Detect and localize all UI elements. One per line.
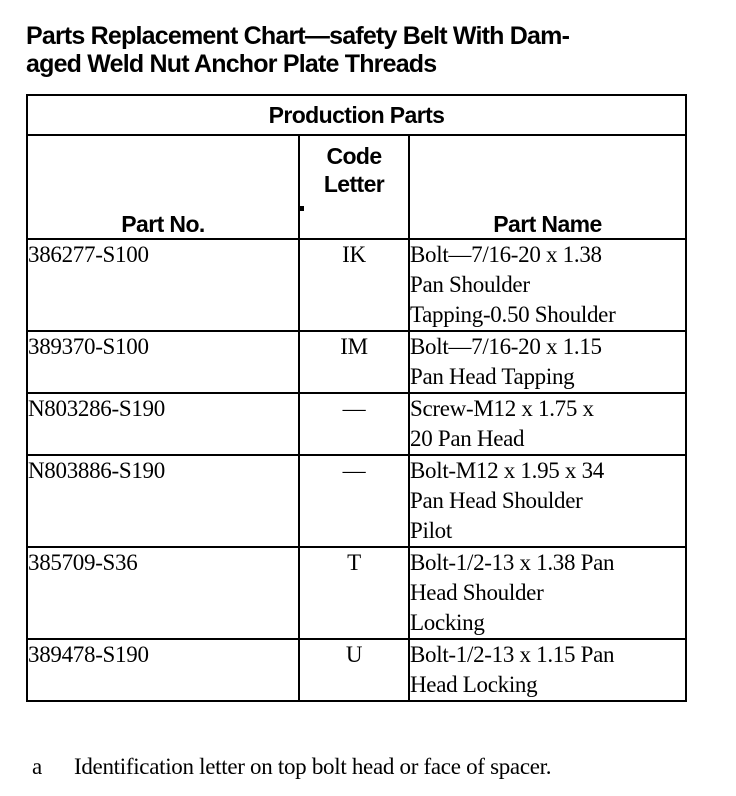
cell-part-no: 389370-S100 [27,331,299,393]
part-name-line: Pan Head Tapping [410,364,575,389]
cell-code-letter: T [299,547,409,639]
header-part-name: Part Name [409,135,686,239]
cell-part-no: N803286-S190 [27,393,299,455]
cell-part-no: 386277-S100 [27,239,299,331]
table-row [27,639,686,701]
header-code-letter [299,135,409,239]
part-name-line: 20 Pan Head [410,426,525,451]
table-body [27,239,686,701]
part-name-line: Head Locking [410,672,538,697]
cell-part-name [409,239,686,331]
table-row [27,239,686,331]
table-caption: Production Parts [27,95,686,135]
part-name-line: Pan Head Shoulder [410,488,583,513]
cell-code-letter: U [299,639,409,701]
part-name-line: Pilot [410,518,452,543]
cell-part-no: 385709-S36 [27,547,299,639]
table-row [27,331,686,393]
footnote [32,754,551,780]
cell-part-no: 389478-S190 [27,639,299,701]
part-name-line: Pan Shoulder [410,272,530,297]
table-row [27,393,686,455]
part-name-line: Bolt—7/16-20 x 1.15 [410,334,602,359]
document-title [26,22,706,78]
title-line-2: aged Weld Nut Anchor Plate Threads [26,50,437,78]
header-part-no: Part No. [27,135,299,239]
part-name-line: Bolt-1/2-13 x 1.15 Pan [410,642,615,667]
cell-part-name [409,455,686,547]
cell-part-name [409,547,686,639]
part-name-line: Bolt-M12 x 1.95 x 34 [410,458,604,483]
cell-part-no: N803886-S190 [27,455,299,547]
table-row [27,547,686,639]
footnote-marker: a [32,754,42,779]
cell-code-letter: — [299,393,409,455]
footnote-text: Identification letter on top bolt head or face of spacer. [74,754,552,779]
table-header-row [27,135,686,239]
cell-part-name [409,393,686,455]
part-name-line: Head Shoulder [410,580,544,605]
header-code-line-1: Code [326,143,382,169]
cell-code-letter: — [299,455,409,547]
part-name-line: Bolt—7/16-20 x 1.38 [410,242,602,267]
footnote-marker-icon [300,206,304,211]
table-row [27,455,686,547]
cell-part-name [409,639,686,701]
part-name-line: Tapping-0.50 Shoulder [410,302,616,327]
part-name-line: Locking [410,610,485,635]
cell-code-letter: IK [299,239,409,331]
cell-part-name [409,331,686,393]
title-line-1: Parts Replacement Chart—safety Belt With Dam- [26,22,570,50]
cell-code-letter: IM [299,331,409,393]
part-name-line: Screw-M12 x 1.75 x [410,396,594,421]
header-code-line-2: Letter [323,171,385,197]
parts-table [26,94,687,702]
table-caption-row [27,95,686,135]
part-name-line: Bolt-1/2-13 x 1.38 Pan [410,550,615,575]
